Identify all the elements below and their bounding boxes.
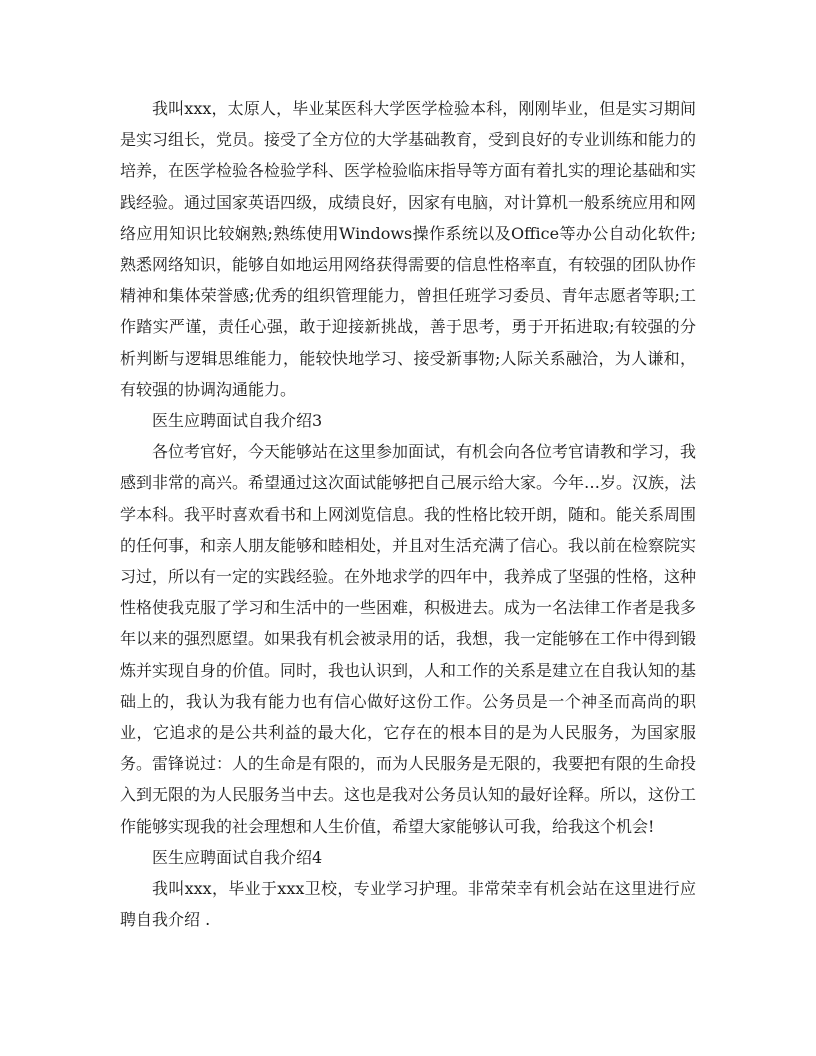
section-heading: 医生应聘面试自我介绍4: [152, 847, 323, 867]
body-paragraph: 我叫xxx，太原人，毕业某医科大学医学检验本科，刚刚毕业，但是实习期间是实习组长，党员。接受了全方位的大学基础教育，受到良好的专业训练和能力的培养，在医学检验各检验学科、医学检验临床指导等方面有着扎实的理论基础和实践经验。通过国家英语四级，成绩良好，因家有电脑，对计算机一般系统应用和网络应用知识比较娴熟;熟练使用Windows操作系统以及Office等办公自动化软件;熟悉网络知识，能够自如地运用网络获得需要的信息性格率直，有较强的团队协作精神和集体荣誉感;优秀的组织管理能力，曾担任班学习委员、青年志愿者等职;工作踏实严谨，责任心强，敢于迎接新挑战，善于思考，勇于开拓进取;有较强的分析判断与逻辑思维能力，能较快地学习、接受新事物;人际关系融洽，为人谦和，有较强的协调沟通能力。: [120, 99, 697, 399]
body-paragraph: 各位考官好，今天能够站在这里参加面试，有机会向各位考官请教和学习，我感到非常的高兴。希望通过这次面试能够把自己展示给大家。今年…岁。汉族，法学本科。我平时喜欢看书和上网浏览信息。我的性格比较开朗，随和。能关系周围的任何事，和亲人朋友能够和睦相处，并且对生活充满了信心。我以前在检察院实习过，所以有一定的实践经验。在外地求学的四年中，我养成了坚强的性格，这种性格使我克服了学习和生活中的一些困难，积极进去。成为一名法律工作者是我多年以来的强烈愿望。如果我有机会被录用的话，我想，我一定能够在工作中得到锻炼并实现自身的价值。同时，我也认识到，人和工作的关系是建立在自我认知的基础上的，我认为我有能力也有信心做好这份工作。公务员是一个神圣而高尚的职业，它追求的是公共利益的最大化，它存在的根本目的是为人民服务，为国家服务。雷锋说过：人的生命是有限的，而为人民服务是无限的，我要把有限的生命投入到无限的为人民服务当中去。这也是我对公务员认知的最好诠释。所以，这份工作能够实现我的社会理想和人生价值，希望大家能够认可我，给我这个机会!: [120, 442, 697, 836]
body-paragraph: 我叫xxx，毕业于xxx卫校，专业学习护理。非常荣幸有机会站在这里进行应聘自我介绍 .: [120, 879, 696, 930]
document-page: [120, 93, 696, 935]
section-heading: 医生应聘面试自我介绍3: [152, 411, 323, 431]
